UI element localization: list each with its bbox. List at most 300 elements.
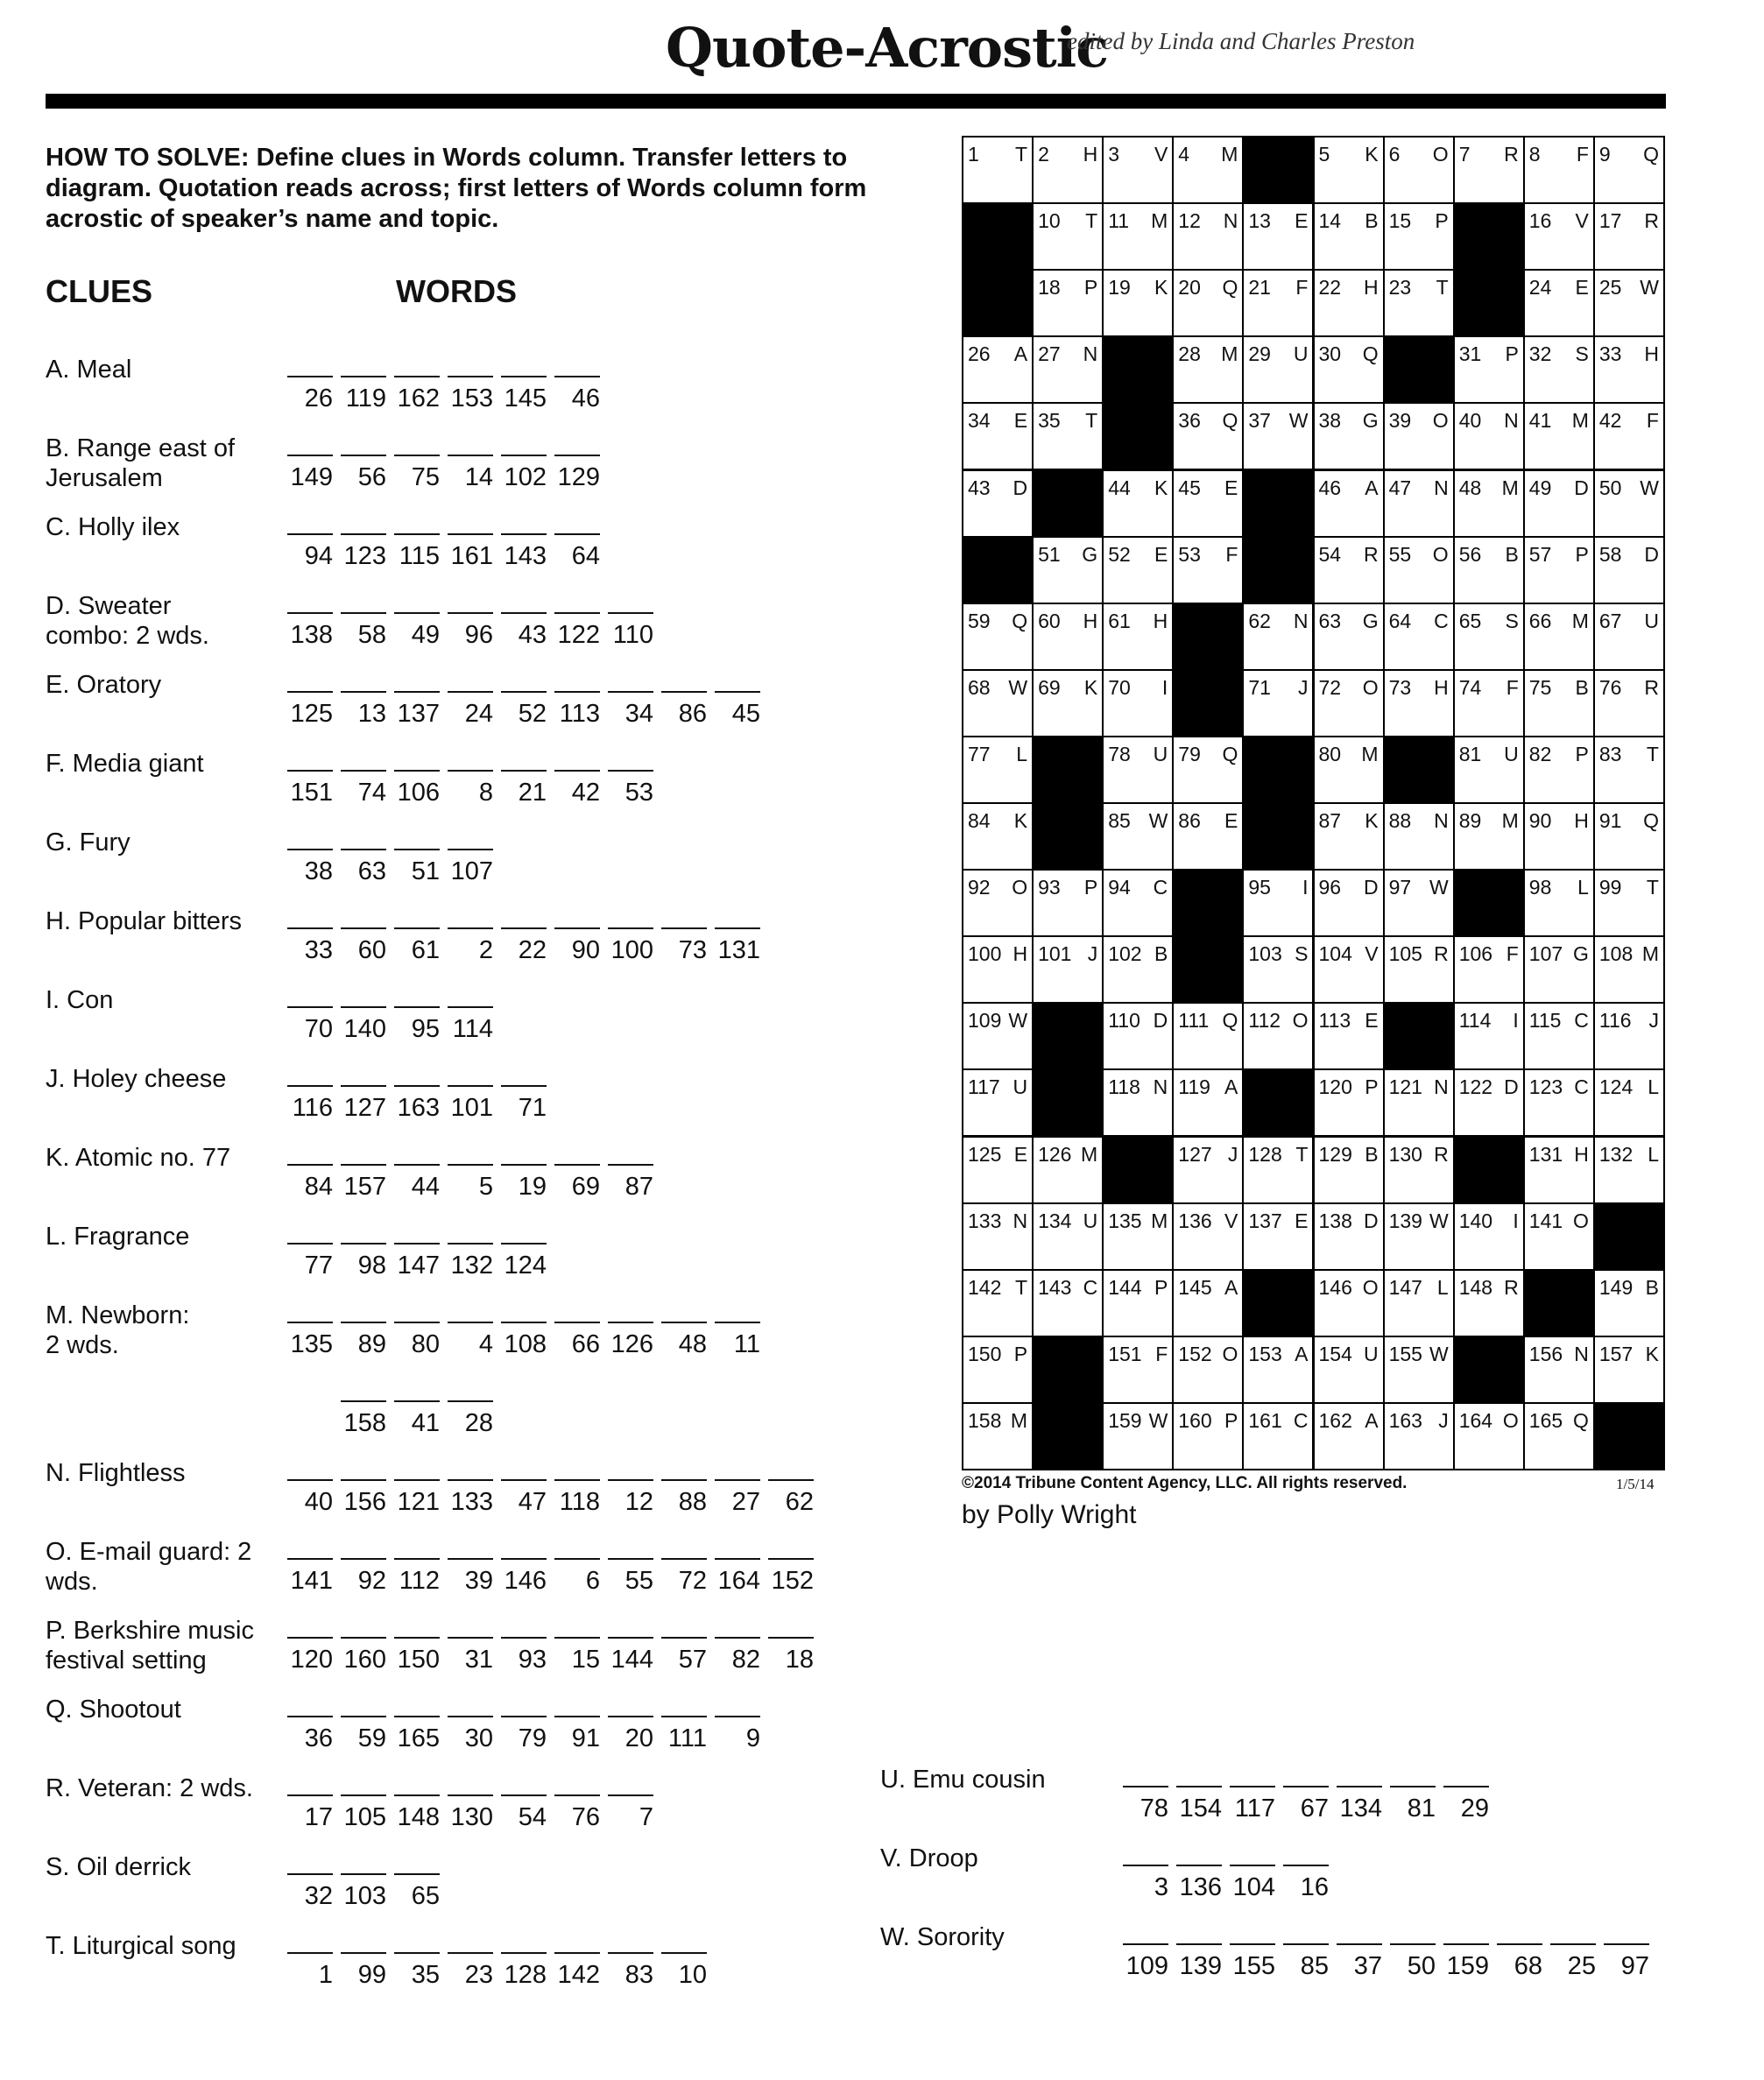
- answer-blank[interactable]: [661, 691, 707, 693]
- answer-blank[interactable]: [1390, 1943, 1436, 1945]
- grid-cell[interactable]: [1102, 669, 1174, 737]
- answer-blank[interactable]: [341, 1952, 386, 1954]
- answer-blank[interactable]: [608, 1322, 653, 1323]
- grid-cell[interactable]: [1523, 335, 1595, 404]
- answer-blank[interactable]: [394, 1873, 440, 1875]
- answer-blank[interactable]: [608, 1558, 653, 1560]
- answer-blank[interactable]: [448, 1400, 493, 1402]
- answer-blank[interactable]: [448, 1164, 493, 1166]
- grid-cell[interactable]: [1172, 1002, 1244, 1070]
- grid-cell[interactable]: [1172, 402, 1244, 470]
- grid-cell[interactable]: [1313, 1269, 1385, 1337]
- grid-cell[interactable]: [1313, 402, 1385, 470]
- answer-blank[interactable]: [341, 1400, 386, 1402]
- answer-blank[interactable]: [394, 770, 440, 772]
- grid-cell[interactable]: [1102, 736, 1174, 804]
- grid-cell[interactable]: [1593, 802, 1665, 871]
- answer-blank[interactable]: [608, 612, 653, 614]
- grid-cell[interactable]: [962, 1269, 1034, 1337]
- answer-blank[interactable]: [448, 1085, 493, 1087]
- answer-blank[interactable]: [394, 849, 440, 850]
- answer-blank[interactable]: [715, 1322, 760, 1323]
- answer-blank[interactable]: [608, 1164, 653, 1166]
- grid-cell[interactable]: [1383, 469, 1455, 538]
- answer-blank[interactable]: [608, 1794, 653, 1796]
- answer-blank[interactable]: [341, 1637, 386, 1639]
- answer-blank[interactable]: [394, 1716, 440, 1717]
- grid-cell[interactable]: [1593, 402, 1665, 470]
- grid-cell[interactable]: [962, 136, 1034, 204]
- grid-cell[interactable]: [1032, 869, 1104, 937]
- answer-blank[interactable]: [1283, 1865, 1329, 1866]
- grid-cell[interactable]: [962, 736, 1034, 804]
- answer-blank[interactable]: [448, 1479, 493, 1481]
- grid-cell[interactable]: [1453, 1269, 1525, 1337]
- grid-cell[interactable]: [1242, 402, 1314, 470]
- grid-cell[interactable]: [1593, 269, 1665, 337]
- grid-cell[interactable]: [1453, 1402, 1525, 1470]
- grid-cell[interactable]: [1593, 136, 1665, 204]
- answer-blank[interactable]: [608, 691, 653, 693]
- grid-cell[interactable]: [962, 935, 1034, 1004]
- answer-blank[interactable]: [554, 1322, 600, 1323]
- answer-blank[interactable]: [394, 1243, 440, 1244]
- answer-blank[interactable]: [661, 1952, 707, 1954]
- grid-cell[interactable]: [1383, 1068, 1455, 1137]
- grid-cell[interactable]: [1313, 136, 1385, 204]
- grid-cell[interactable]: [1383, 536, 1455, 604]
- answer-blank[interactable]: [394, 533, 440, 535]
- answer-blank[interactable]: [554, 691, 600, 693]
- grid-cell[interactable]: [1523, 1402, 1595, 1470]
- answer-blank[interactable]: [448, 612, 493, 614]
- answer-blank[interactable]: [287, 1873, 333, 1875]
- grid-cell[interactable]: [1102, 1336, 1174, 1404]
- grid-cell[interactable]: [1313, 869, 1385, 937]
- grid-cell[interactable]: [1032, 935, 1104, 1004]
- grid-cell[interactable]: [1523, 269, 1595, 337]
- grid-cell[interactable]: [1453, 603, 1525, 671]
- answer-blank[interactable]: [448, 1006, 493, 1008]
- grid-cell[interactable]: [1383, 802, 1455, 871]
- grid-cell[interactable]: [962, 603, 1034, 671]
- grid-cell[interactable]: [962, 669, 1034, 737]
- answer-blank[interactable]: [661, 1558, 707, 1560]
- grid-cell[interactable]: [1313, 603, 1385, 671]
- answer-blank[interactable]: [768, 1479, 814, 1481]
- answer-blank[interactable]: [287, 612, 333, 614]
- answer-blank[interactable]: [554, 533, 600, 535]
- answer-blank[interactable]: [341, 927, 386, 929]
- grid-cell[interactable]: [1102, 802, 1174, 871]
- grid-cell[interactable]: [1453, 536, 1525, 604]
- grid-cell[interactable]: [1032, 335, 1104, 404]
- grid-cell[interactable]: [1383, 1136, 1455, 1204]
- grid-cell[interactable]: [1242, 1136, 1314, 1204]
- grid-cell[interactable]: [1593, 1336, 1665, 1404]
- grid-cell[interactable]: [1383, 869, 1455, 937]
- answer-blank[interactable]: [287, 927, 333, 929]
- answer-blank[interactable]: [394, 1400, 440, 1402]
- grid-cell[interactable]: [1523, 669, 1595, 737]
- answer-blank[interactable]: [1123, 1786, 1168, 1787]
- grid-cell[interactable]: [1383, 1202, 1455, 1271]
- grid-cell[interactable]: [1102, 1202, 1174, 1271]
- answer-blank[interactable]: [768, 1637, 814, 1639]
- answer-blank[interactable]: [608, 927, 653, 929]
- grid-cell[interactable]: [1453, 402, 1525, 470]
- grid-cell[interactable]: [1593, 202, 1665, 271]
- grid-cell[interactable]: [1523, 402, 1595, 470]
- answer-blank[interactable]: [394, 1479, 440, 1481]
- answer-blank[interactable]: [394, 1794, 440, 1796]
- answer-blank[interactable]: [341, 1873, 386, 1875]
- grid-cell[interactable]: [1313, 1002, 1385, 1070]
- grid-cell[interactable]: [1102, 202, 1174, 271]
- grid-cell[interactable]: [1383, 603, 1455, 671]
- answer-blank[interactable]: [448, 1322, 493, 1323]
- answer-blank[interactable]: [287, 1479, 333, 1481]
- grid-cell[interactable]: [1593, 536, 1665, 604]
- grid-cell[interactable]: [962, 469, 1034, 538]
- grid-cell[interactable]: [1593, 1068, 1665, 1137]
- grid-cell[interactable]: [962, 335, 1034, 404]
- grid-cell[interactable]: [1172, 136, 1244, 204]
- answer-blank[interactable]: [448, 533, 493, 535]
- grid-cell[interactable]: [1102, 1002, 1174, 1070]
- answer-blank[interactable]: [394, 691, 440, 693]
- grid-cell[interactable]: [1523, 802, 1595, 871]
- answer-blank[interactable]: [394, 376, 440, 377]
- grid-cell[interactable]: [1172, 1269, 1244, 1337]
- grid-cell[interactable]: [1102, 1068, 1174, 1137]
- grid-cell[interactable]: [1383, 669, 1455, 737]
- grid-cell[interactable]: [1453, 669, 1525, 737]
- grid-cell[interactable]: [1383, 269, 1455, 337]
- grid-cell[interactable]: [1032, 536, 1104, 604]
- grid-cell[interactable]: [1453, 935, 1525, 1004]
- grid-cell[interactable]: [962, 1336, 1034, 1404]
- answer-blank[interactable]: [394, 1952, 440, 1954]
- answer-blank[interactable]: [287, 1006, 333, 1008]
- answer-blank[interactable]: [715, 1637, 760, 1639]
- grid-cell[interactable]: [1523, 736, 1595, 804]
- grid-cell[interactable]: [1383, 202, 1455, 271]
- answer-blank[interactable]: [287, 455, 333, 456]
- answer-blank[interactable]: [1176, 1865, 1222, 1866]
- answer-blank[interactable]: [501, 1479, 547, 1481]
- answer-blank[interactable]: [394, 1637, 440, 1639]
- answer-blank[interactable]: [341, 1006, 386, 1008]
- answer-blank[interactable]: [394, 1006, 440, 1008]
- grid-cell[interactable]: [1313, 935, 1385, 1004]
- answer-blank[interactable]: [448, 376, 493, 377]
- answer-blank[interactable]: [341, 770, 386, 772]
- grid-cell[interactable]: [1453, 1202, 1525, 1271]
- grid-cell[interactable]: [1523, 136, 1595, 204]
- answer-blank[interactable]: [501, 612, 547, 614]
- grid-cell[interactable]: [1102, 136, 1174, 204]
- answer-blank[interactable]: [501, 1164, 547, 1166]
- grid-cell[interactable]: [1242, 1202, 1314, 1271]
- answer-blank[interactable]: [661, 927, 707, 929]
- answer-blank[interactable]: [448, 1716, 493, 1717]
- grid-cell[interactable]: [1593, 935, 1665, 1004]
- grid-cell[interactable]: [1102, 1402, 1174, 1470]
- answer-blank[interactable]: [715, 691, 760, 693]
- grid-cell[interactable]: [1313, 269, 1385, 337]
- answer-blank[interactable]: [287, 533, 333, 535]
- answer-blank[interactable]: [394, 1164, 440, 1166]
- answer-blank[interactable]: [554, 927, 600, 929]
- answer-blank[interactable]: [341, 849, 386, 850]
- grid-cell[interactable]: [1032, 269, 1104, 337]
- grid-cell[interactable]: [1593, 335, 1665, 404]
- grid-cell[interactable]: [1242, 1402, 1314, 1470]
- answer-blank[interactable]: [501, 1716, 547, 1717]
- answer-blank[interactable]: [394, 1322, 440, 1323]
- answer-blank[interactable]: [448, 1243, 493, 1244]
- answer-blank[interactable]: [287, 1085, 333, 1087]
- answer-blank[interactable]: [341, 1794, 386, 1796]
- answer-blank[interactable]: [554, 1164, 600, 1166]
- answer-blank[interactable]: [448, 455, 493, 456]
- grid-cell[interactable]: [962, 1068, 1034, 1137]
- answer-blank[interactable]: [715, 1716, 760, 1717]
- answer-blank[interactable]: [1230, 1943, 1275, 1945]
- grid-cell[interactable]: [1313, 335, 1385, 404]
- answer-blank[interactable]: [448, 927, 493, 929]
- answer-blank[interactable]: [287, 1794, 333, 1796]
- grid-cell[interactable]: [1102, 1269, 1174, 1337]
- answer-blank[interactable]: [661, 1479, 707, 1481]
- grid-cell[interactable]: [1102, 269, 1174, 337]
- answer-blank[interactable]: [341, 1322, 386, 1323]
- answer-blank[interactable]: [554, 770, 600, 772]
- answer-blank[interactable]: [501, 1243, 547, 1244]
- grid-cell[interactable]: [1593, 1002, 1665, 1070]
- grid-cell[interactable]: [1172, 202, 1244, 271]
- grid-cell[interactable]: [1523, 1068, 1595, 1137]
- grid-cell[interactable]: [1102, 603, 1174, 671]
- answer-blank[interactable]: [501, 455, 547, 456]
- answer-blank[interactable]: [287, 691, 333, 693]
- grid-cell[interactable]: [1593, 669, 1665, 737]
- grid-cell[interactable]: [1383, 136, 1455, 204]
- grid-cell[interactable]: [962, 1002, 1034, 1070]
- grid-cell[interactable]: [1453, 1068, 1525, 1137]
- answer-blank[interactable]: [341, 376, 386, 377]
- answer-blank[interactable]: [287, 376, 333, 377]
- answer-blank[interactable]: [341, 1164, 386, 1166]
- answer-blank[interactable]: [341, 691, 386, 693]
- answer-blank[interactable]: [501, 1558, 547, 1560]
- answer-blank[interactable]: [1283, 1943, 1329, 1945]
- grid-cell[interactable]: [1172, 802, 1244, 871]
- answer-blank[interactable]: [1390, 1786, 1436, 1787]
- answer-blank[interactable]: [554, 1479, 600, 1481]
- grid-cell[interactable]: [1523, 603, 1595, 671]
- answer-blank[interactable]: [394, 927, 440, 929]
- grid-cell[interactable]: [1032, 402, 1104, 470]
- answer-blank[interactable]: [448, 1794, 493, 1796]
- answer-blank[interactable]: [661, 1637, 707, 1639]
- answer-blank[interactable]: [341, 1716, 386, 1717]
- answer-blank[interactable]: [448, 1558, 493, 1560]
- answer-blank[interactable]: [1123, 1865, 1168, 1866]
- grid-cell[interactable]: [1172, 1336, 1244, 1404]
- grid-cell[interactable]: [1032, 669, 1104, 737]
- grid-cell[interactable]: [1593, 736, 1665, 804]
- grid-cell[interactable]: [1032, 1269, 1104, 1337]
- grid-cell[interactable]: [1593, 1269, 1665, 1337]
- grid-cell[interactable]: [1102, 935, 1174, 1004]
- grid-cell[interactable]: [1313, 536, 1385, 604]
- answer-blank[interactable]: [608, 1637, 653, 1639]
- grid-cell[interactable]: [1172, 1402, 1244, 1470]
- answer-blank[interactable]: [501, 1085, 547, 1087]
- answer-blank[interactable]: [501, 533, 547, 535]
- grid-cell[interactable]: [962, 402, 1034, 470]
- answer-blank[interactable]: [715, 1479, 760, 1481]
- grid-cell[interactable]: [1523, 536, 1595, 604]
- grid-cell[interactable]: [1242, 869, 1314, 937]
- answer-blank[interactable]: [341, 455, 386, 456]
- answer-blank[interactable]: [554, 376, 600, 377]
- answer-blank[interactable]: [341, 1085, 386, 1087]
- grid-cell[interactable]: [1172, 536, 1244, 604]
- grid-cell[interactable]: [962, 1202, 1034, 1271]
- grid-cell[interactable]: [1453, 1002, 1525, 1070]
- grid-cell[interactable]: [1172, 469, 1244, 538]
- answer-blank[interactable]: [287, 1558, 333, 1560]
- grid-cell[interactable]: [1453, 802, 1525, 871]
- answer-blank[interactable]: [341, 533, 386, 535]
- answer-blank[interactable]: [394, 455, 440, 456]
- grid-cell[interactable]: [1102, 536, 1174, 604]
- answer-blank[interactable]: [341, 1243, 386, 1244]
- grid-cell[interactable]: [1523, 935, 1595, 1004]
- grid-cell[interactable]: [1313, 1068, 1385, 1137]
- grid-cell[interactable]: [1383, 1402, 1455, 1470]
- grid-cell[interactable]: [1453, 469, 1525, 538]
- grid-cell[interactable]: [1172, 269, 1244, 337]
- answer-blank[interactable]: [448, 1637, 493, 1639]
- grid-cell[interactable]: [1523, 869, 1595, 937]
- grid-cell[interactable]: [1102, 869, 1174, 937]
- grid-cell[interactable]: [1383, 1336, 1455, 1404]
- answer-blank[interactable]: [501, 1637, 547, 1639]
- answer-blank[interactable]: [501, 691, 547, 693]
- answer-blank[interactable]: [1337, 1943, 1382, 1945]
- grid-cell[interactable]: [1313, 736, 1385, 804]
- answer-blank[interactable]: [1337, 1786, 1382, 1787]
- answer-blank[interactable]: [554, 1637, 600, 1639]
- answer-blank[interactable]: [287, 1243, 333, 1244]
- answer-blank[interactable]: [1230, 1786, 1275, 1787]
- answer-blank[interactable]: [1497, 1943, 1542, 1945]
- grid-cell[interactable]: [1593, 603, 1665, 671]
- answer-blank[interactable]: [287, 1322, 333, 1323]
- grid-cell[interactable]: [1242, 335, 1314, 404]
- answer-blank[interactable]: [287, 770, 333, 772]
- grid-cell[interactable]: [1242, 935, 1314, 1004]
- answer-blank[interactable]: [661, 1322, 707, 1323]
- grid-cell[interactable]: [1032, 603, 1104, 671]
- grid-cell[interactable]: [1593, 869, 1665, 937]
- answer-blank[interactable]: [1443, 1786, 1489, 1787]
- answer-blank[interactable]: [1550, 1943, 1596, 1945]
- answer-blank[interactable]: [715, 1558, 760, 1560]
- answer-blank[interactable]: [554, 1952, 600, 1954]
- answer-blank[interactable]: [448, 691, 493, 693]
- answer-blank[interactable]: [1443, 1943, 1489, 1945]
- answer-blank[interactable]: [608, 770, 653, 772]
- grid-cell[interactable]: [1032, 1202, 1104, 1271]
- grid-cell[interactable]: [1172, 1068, 1244, 1137]
- grid-cell[interactable]: [1523, 469, 1595, 538]
- grid-cell[interactable]: [1242, 269, 1314, 337]
- answer-blank[interactable]: [715, 927, 760, 929]
- answer-blank[interactable]: [1176, 1943, 1222, 1945]
- grid-cell[interactable]: [1313, 802, 1385, 871]
- grid-cell[interactable]: [1172, 1202, 1244, 1271]
- grid-cell[interactable]: [1032, 1136, 1104, 1204]
- answer-blank[interactable]: [448, 849, 493, 850]
- grid-cell[interactable]: [1242, 603, 1314, 671]
- answer-blank[interactable]: [501, 376, 547, 377]
- answer-blank[interactable]: [768, 1558, 814, 1560]
- grid-cell[interactable]: [1383, 402, 1455, 470]
- answer-blank[interactable]: [501, 1952, 547, 1954]
- answer-blank[interactable]: [1230, 1865, 1275, 1866]
- grid-cell[interactable]: [1242, 669, 1314, 737]
- grid-cell[interactable]: [1313, 202, 1385, 271]
- answer-blank[interactable]: [1283, 1786, 1329, 1787]
- grid-cell[interactable]: [1172, 335, 1244, 404]
- grid-cell[interactable]: [962, 802, 1034, 871]
- answer-blank[interactable]: [554, 1716, 600, 1717]
- grid-cell[interactable]: [962, 1136, 1034, 1204]
- grid-cell[interactable]: [1242, 202, 1314, 271]
- grid-cell[interactable]: [1523, 1202, 1595, 1271]
- answer-blank[interactable]: [661, 1716, 707, 1717]
- answer-blank[interactable]: [608, 1952, 653, 1954]
- answer-blank[interactable]: [448, 1952, 493, 1954]
- answer-blank[interactable]: [501, 1794, 547, 1796]
- grid-cell[interactable]: [1313, 469, 1385, 538]
- grid-cell[interactable]: [1453, 136, 1525, 204]
- answer-blank[interactable]: [554, 612, 600, 614]
- grid-cell[interactable]: [1242, 1002, 1314, 1070]
- answer-blank[interactable]: [448, 770, 493, 772]
- answer-blank[interactable]: [501, 1322, 547, 1323]
- grid-cell[interactable]: [1313, 1202, 1385, 1271]
- grid-cell[interactable]: [1313, 1136, 1385, 1204]
- grid-cell[interactable]: [1523, 1336, 1595, 1404]
- grid-cell[interactable]: [1032, 136, 1104, 204]
- answer-blank[interactable]: [554, 1558, 600, 1560]
- grid-cell[interactable]: [1102, 469, 1174, 538]
- grid-cell[interactable]: [1453, 736, 1525, 804]
- grid-cell[interactable]: [1383, 935, 1455, 1004]
- grid-cell[interactable]: [962, 1402, 1034, 1470]
- answer-blank[interactable]: [554, 455, 600, 456]
- answer-blank[interactable]: [394, 1085, 440, 1087]
- answer-blank[interactable]: [608, 1479, 653, 1481]
- answer-blank[interactable]: [287, 1716, 333, 1717]
- grid-cell[interactable]: [1242, 1336, 1314, 1404]
